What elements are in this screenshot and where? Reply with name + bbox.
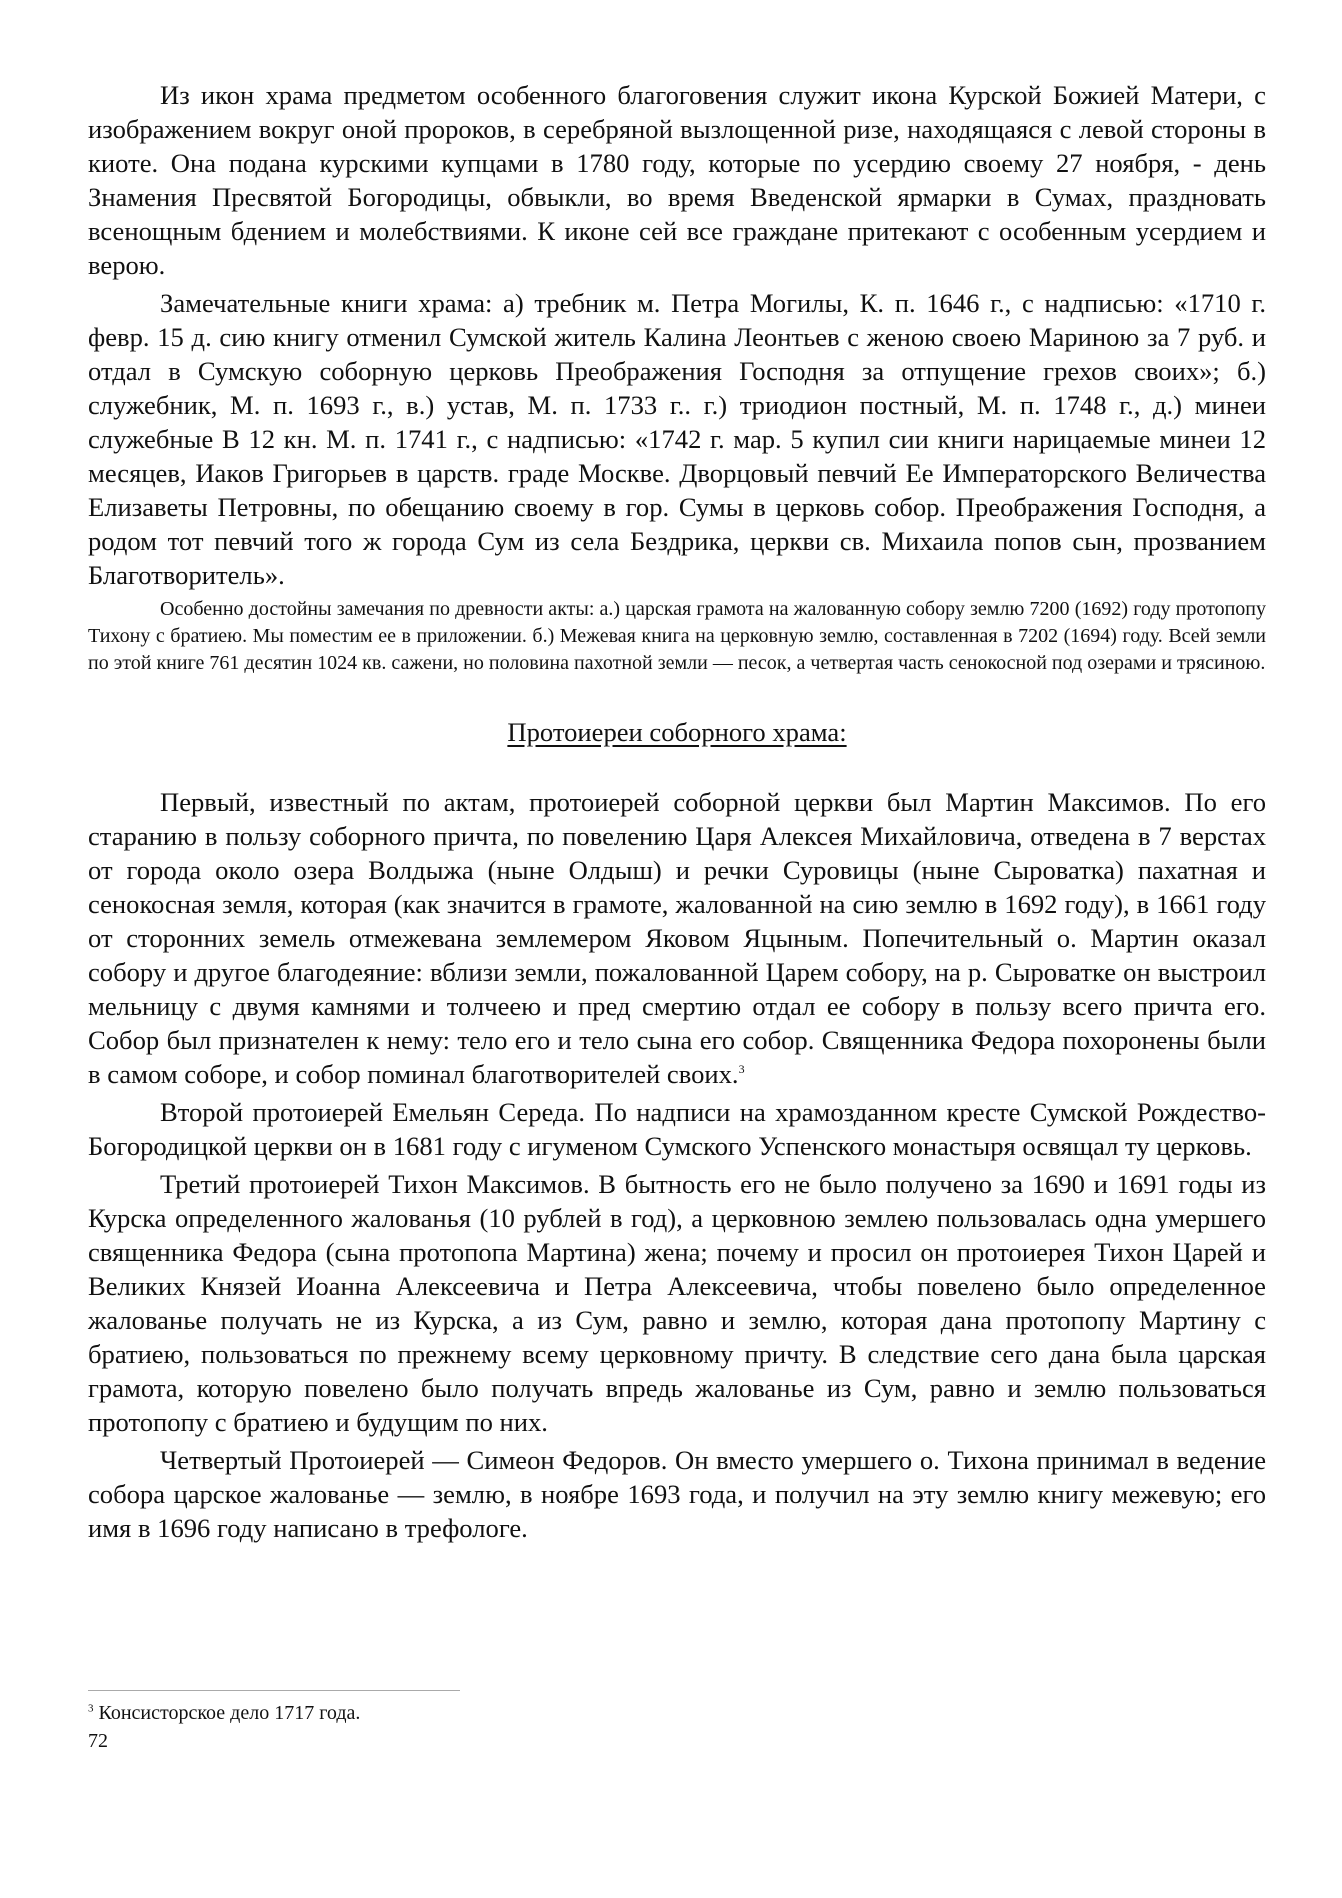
paragraph-ancient-acts: Особенно достойны замечания по древности акты: а.) царская грамота на жалованную собору землю 7200 (1692) году протопопу Тихону с братиею. Мы поместим ее в приложении. б.) Межевая книга на церковную землю, составленная в 7202 (1694) году. Всей земли по этой книге 761 десятин 1024 кв. сажени, но половина пахотной земли — песок, а четвертая часть сенокосной под озерами и трясиною. <box>88 598 1266 674</box>
footnote-text: Консисторское дело 1717 года. <box>98 1702 361 1724</box>
paragraph-icon-description: Из икон храма предметом особенного благоговения служит икона Курской Божией Матери, с изображением вокруг оной пророков, в серебряной вызлощенной ризе, находящаяся с левой стороны в киоте. Она подана курскими купцами в 1780 году, которые по усердию своему 27 ноября, - день Знамения Пресвятой Богородицы, обвыкли, во время Введенской ярмарки в Сумах, праздновать всенощным бдением и молебствиями. К иконе сей все граждане притекают с особенным усердием и верою. <box>88 80 1266 280</box>
paragraph-first-archpriest <box>88 785 1266 1091</box>
footnote <box>88 1700 360 1726</box>
section-heading-text: Протоиереи соборного храма: <box>507 717 847 747</box>
document-page <box>88 78 1266 1545</box>
paragraph-notable-books: Замечательные книги храма: а) требник м. Петра Могилы, К. п. 1646 г., с надписью: «1710 г. февр. 15 д. сию книгу отменил Сумской житель Калина Леонтьев с женою своею Мариною за 7 руб. и отдал в Сумскую соборную церковь Преображения Господня за отпущение грехов своих»; б.) служебник, М. п. 1693 г., в.) устав, М. п. 1733 г.. г.) триодион постный, М. п. 1748 г., д.) минеи служебные В 12 кн. М. п. 1741 г., с надписью: «1742 г. мар. 5 купил сии книги нарицаемые минеи 12 месяцев, Иаков Григорьев в царств. граде Москве. Дворцовый певчий Ее Императорского Величества Елизаветы Петровны, по обещанию своему в гор. Сумы в церковь собор. Преображения Господня, а родом тот певчий того ж города Сум из села Бездрика, церкви св. Михаила попов сын, прозванием Благотворитель». <box>88 288 1266 590</box>
footnote-divider <box>88 1690 460 1691</box>
paragraph-fourth-archpriest: Четвертый Протоиерей — Симеон Федоров. Он вместо умершего о. Тихона принимал в ведение собора царское жалованье — землю, в ноябре 1693 года, и получил на эту землю книгу межевую; его имя в 1696 году написано в трефологе. <box>88 1445 1266 1543</box>
page-number: 72 <box>88 1730 108 1752</box>
footnote-marker: 3 <box>88 1702 94 1715</box>
paragraph-third-archpriest: Третий протоиерей Тихон Максимов. В бытность его не было получено за 1690 и 1691 годы из Курска определенного жалованья (10 рублей в год), а церковною землею пользовалась одна умершего священника Федора (сына протопопа Мартина) жена; почему и просил он протоиерея Тихон Царей и Великих Князей Иоанна Алексеевича и Петра Алексеевича, чтобы повелено было определенное жалованье получать не из Курска, а из Сум, равно и землю, которая дана протопопу Мартину с братиею, пользоваться по прежнему всему церковному причту. В следствие сего дана была царская грамота, которую повелено было получать впредь жалованье из Сум, равно и землю пользоваться протопопу с братиею и будущим по них. <box>88 1169 1266 1437</box>
paragraph-first-archpriest-text: Первый, известный по актам, протоиерей соборной церкви был Мартин Максимов. По его старанию в пользу соборного причта, по повелению Царя Алексея Михайловича, отведена в 7 верстах от города около озера Волдыжа (ныне Олдыш) и речки Суровицы (ныне Сыроватка) пахатная и сенокосная земля, которая (как значится в грамоте, жалованной на сию землю в 1692 году), в 1661 году от сторонних земель отмежевана землемером Яковом Яцыным. Попечительный о. Мартин оказал собору и другое благодеяние: вблизи земли, пожалованной Царем собору, на р. Сыроватке он выстроил мельницу с двумя камнями и толчеею и пред смертию отдал ее собору в пользу всего причта его. Собор был признателен к нему: тело его и тело сына его собор. Священника Федора похоронены были в самом соборе, и собор поминал благотворителей своих. <box>88 787 1266 1089</box>
paragraph-second-archpriest: Второй протоиерей Емельян Середа. По надписи на храмозданном кресте Сумской Рождество-Богородицкой церкви он в 1681 году с игуменом Сумского Успенского монастыря освящал ту церковь. <box>88 1097 1266 1161</box>
footnote-reference[interactable]: 3 <box>738 1062 745 1077</box>
section-heading <box>88 715 1266 749</box>
